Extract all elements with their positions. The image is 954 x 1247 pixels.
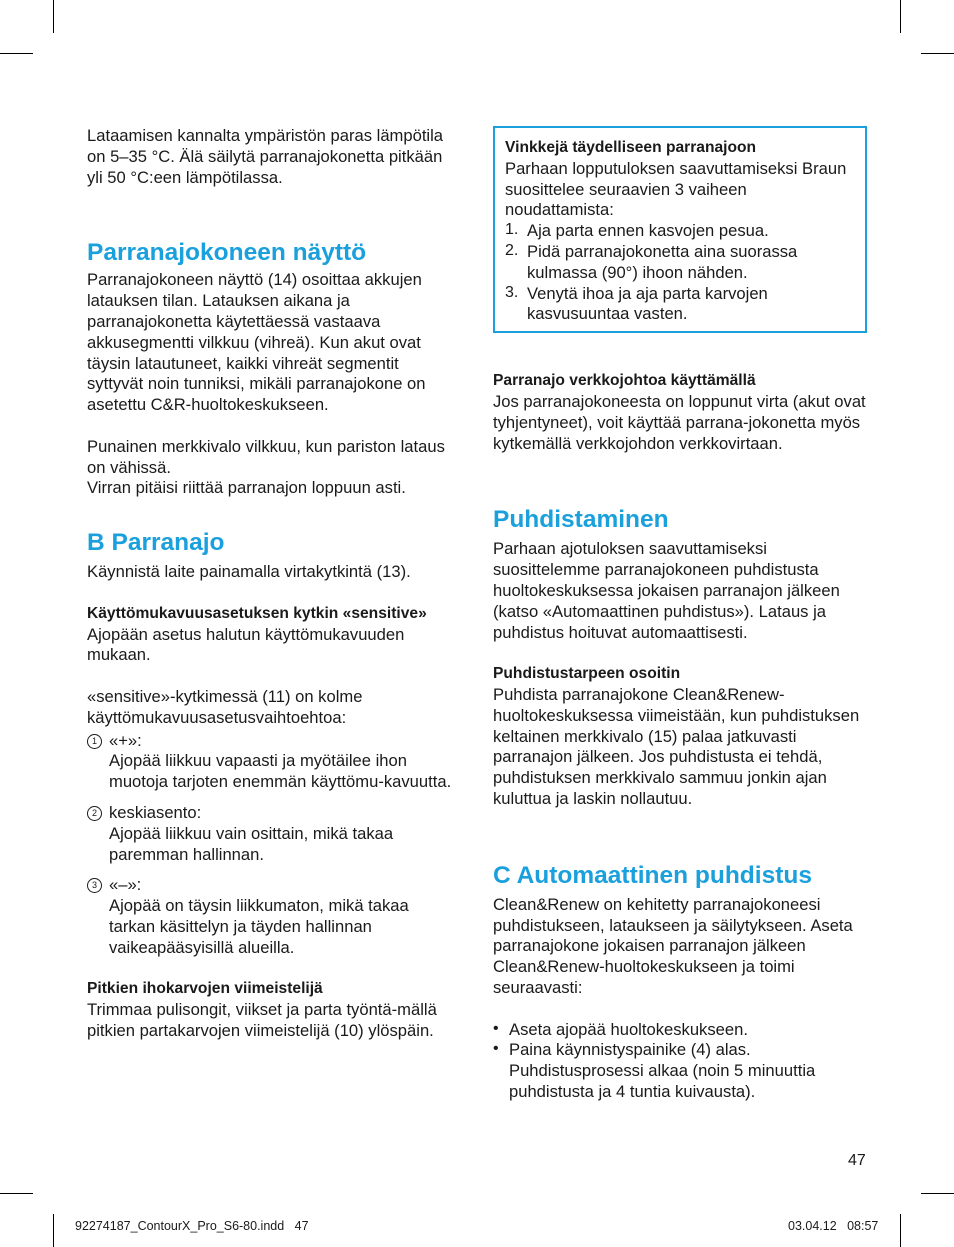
option-number-badge: 1 [87,734,102,749]
tips-item-text: Pidä parranajokonetta aina suorassa kulmassa (90°) ihoon nähden. [527,241,798,282]
option-label: keskiasento: [109,802,202,822]
bullet-text: Aseta ajopää huoltokeskukseen. [509,1019,748,1039]
sensitive-option [87,731,459,793]
option-description: Ajopää liikkuu vapaasti ja myötäilee ihon muotoja tarjoten enemmän käyttömu-kavuutta. [109,751,452,792]
low-battery-line: Punainen merkkivalo vilkkuu, kun pariston lataus on vähissä. [87,436,445,477]
mains-paragraph: Jos parranajokoneesta on loppunut virta (akut ovat tyhjentyneet), voit käyttää parrana-jokonetta myös kytkemällä verkkojohdon verkkovirtaan. [493,391,866,453]
crop-mark [921,53,954,54]
bullet-item [493,1020,869,1041]
bullet-marker: • [493,1040,499,1058]
crop-mark [0,1193,33,1194]
tips-title: Vinkkejä täydelliseen parranajoon [505,139,757,156]
list-number: 2. [505,241,519,259]
right-column [493,126,869,1103]
bullet-text: Paina käynnistyspainike (4) alas. Puhdistusprosessi alkaa (noin 5 minuuttia puhdistusta ja 4 tuntia kuivausta). [509,1040,816,1101]
tips-list-item [505,242,855,284]
shaving-tips-box [493,126,867,333]
option-label: «–»: [109,875,142,895]
trimmer-paragraph: Trimmaa pulisongit, viikset ja parta työntä-mällä pitkien partakarvojen viimeistelijä (10) ylöspäin. [87,1000,437,1040]
option-description: Ajopää liikkuu vain osittain, mikä takaa paremman hallinnan. [109,823,394,864]
sensitive-option [87,803,459,865]
bullet-marker: • [493,1019,499,1037]
sensitive-switch-subheading: Käyttömukavuusasetuksen kytkin «sensitive» [87,604,427,622]
battery-sufficient-line: Virran pitäisi riittää parranajon loppuun asti. [87,478,406,498]
sensitive-option [87,875,459,958]
left-column [87,126,459,1042]
cleaning-indicator-subheading: Puhdistustarpeen osoitin [493,665,681,683]
mains-subheading: Parranajo verkkojohtoa käyttämällä [493,372,756,390]
crop-mark [921,1193,954,1194]
cleaning-indicator-paragraph: Puhdista parranajokone Clean&Renew-huoltokeskuksessa viimeistään, kun puhdistuksen keltainen merkkivalo (15) palaa jatkuvasti parranajon jälkeen. Jos puhdistusta ei tehdä, puhdistuksen merkkivalo sammuu jonkin ajan kuluttua ja laskin nollautuu. [493,684,860,808]
sensitive-options-intro: «sensitive»-kytkimessä (11) on kolme käyttömukavuusasetusvaihtoehtoa: [87,686,363,727]
automatic-cleaning-heading: C Automaattinen puhdistus [493,861,812,889]
footer-timestamp: 03.04.12 08:57 [788,1219,879,1233]
option-number-badge: 2 [87,806,102,821]
shaving-heading: B Parranajo [87,529,225,557]
tips-item-text: Aja parta ennen kasvojen pesua. [527,221,769,241]
list-number: 1. [505,221,519,239]
charging-temperature-paragraph: Lataamisen kannalta ympäristön paras lämpötila on 5–35 °C. Älä säilytä parranajokonetta pitkään yli 50 °C:een lämpötilassa. [87,126,444,187]
trimmer-subheading: Pitkien ihokarvojen viimeistelijä [87,980,323,998]
tips-item-text: Venytä ihoa ja aja parta karvojen kasvusuuntaa vasten. [527,283,768,324]
option-number-badge: 3 [87,878,102,893]
list-number: 3. [505,283,519,301]
option-label: «+»: [109,730,142,750]
automatic-cleaning-paragraph: Clean&Renew on kehitetty parranajokoneesi puhdistukseen, lataukseen ja säilytykseen. Aseta parranajokone jokaisen parranajon jälkeen Clean&Renew-huoltokeskukseen ja toimi seuraavasti: [493,894,853,997]
low-battery-paragraph [87,437,459,499]
tips-list-item [505,221,855,242]
footer-filename: 92274187_ContourX_Pro_S6-80.indd 47 [75,1219,309,1233]
display-heading: Parranajokoneen näyttö [87,239,367,267]
crop-mark [53,0,54,33]
page-number: 47 [848,1152,866,1169]
switch-on-paragraph: Käynnistä laite painamalla virtakytkintä (13). [87,562,411,582]
bullet-item [493,1040,869,1102]
crop-mark [900,1214,901,1247]
sensitive-paragraph: Ajopään asetus halutun käyttömukavuuden mukaan. [87,624,405,665]
crop-mark [53,1214,54,1247]
crop-mark [900,0,901,33]
cleaning-paragraph: Parhaan ajotuloksen saavuttamiseksi suosittelemme parranajokoneen puhdistusta huoltokeskuksessa jokaisen parranajon jälkeen (katso «Automaattinen puhdistus»). Lataus ja puhdistus hoituvat automaattisesti. [493,539,840,642]
cleaning-heading: Puhdistaminen [493,506,669,534]
tips-list-item [505,284,855,326]
tips-intro: Parhaan lopputuloksen saavuttamiseksi Braun suosittelee seuraavien 3 vaiheen noudattamista: [505,158,847,220]
crop-mark [0,53,33,54]
display-paragraph: Parranajokoneen näyttö (14) osoittaa akkujen latauksen tilan. Latauksen aikana ja parranajokonetta käytettäessä vastaava akkusegmentti vilkkuu (vihreä). Kun akut ovat täysin latautuneet, kaikki vihreät segmentit syttyvät noin tunniksi, mikäli parranajokone on asetettu C&R-huoltokeskukseen. [87,270,426,415]
option-description: Ajopää on täysin liikkumaton, mikä takaa tarkan käsittelyn ja täyden hallinnan vaikeapääsyisillä alueilla. [109,896,409,957]
